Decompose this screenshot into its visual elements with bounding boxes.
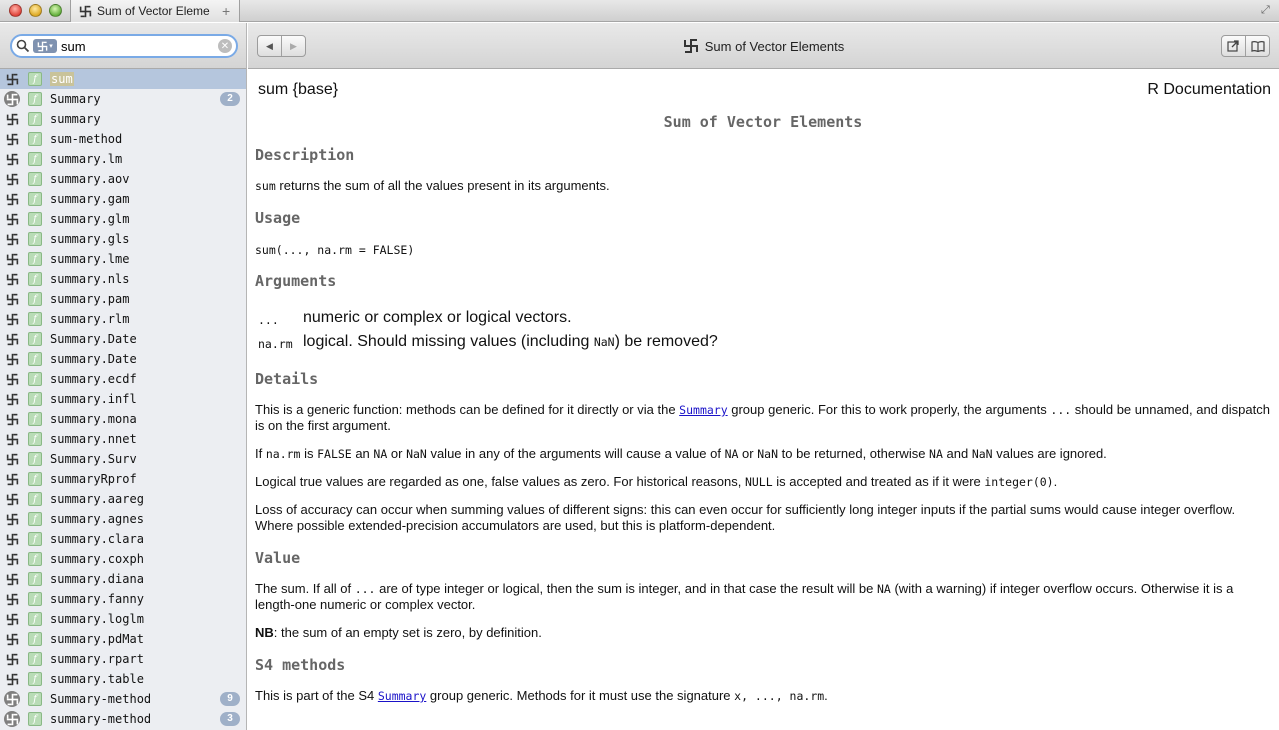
function-icon: f [28,472,42,486]
result-count-badge: 2 [220,92,240,106]
clear-search-icon[interactable]: ✕ [218,39,232,53]
search-scope-dropdown[interactable] [33,39,57,53]
minimize-window-button[interactable] [29,4,42,17]
function-icon: f [28,672,42,686]
result-label: summary.lme [50,252,130,266]
value-paragraph: The sum. If all of ... are of type integer or logical, then the sum is integer, and in that case the result will be NA (with a warning) if integer overflow occurs. Otherwise it is a length-one numeric or complex vector. [255,581,1234,612]
result-label: summary.clara [50,532,144,546]
result-label: summaryRprof [50,472,137,486]
r-package-icon [4,171,20,187]
result-label: summary.nls [50,272,130,286]
doc-topic: sum {base} [258,81,339,98]
result-label: summary.infl [50,392,137,406]
r-package-icon [4,491,20,507]
function-icon: f [28,592,42,606]
r-package-icon [4,331,20,347]
fullscreen-icon[interactable]: ⤢ [1261,4,1270,16]
result-label: Summary [50,92,101,106]
result-label: summary [50,112,101,126]
function-icon: f [28,692,42,706]
function-icon: f [28,632,42,646]
function-icon: f [28,532,42,546]
close-window-button[interactable] [9,4,22,17]
function-icon: f [28,452,42,466]
result-label: summary.agnes [50,512,144,526]
result-label: summary.coxph [50,552,144,566]
function-icon: f [28,172,42,186]
result-label: summary.gam [50,192,130,206]
r-package-icon [4,151,20,167]
search-input[interactable] [61,39,211,54]
doc-header [255,81,1271,99]
result-label: summary.aareg [50,492,144,506]
r-package-icon [4,711,20,727]
search-bar [0,23,246,69]
r-package-icon [4,531,20,547]
back-arrow-icon: ◀ [266,40,273,51]
r-package-icon [4,671,20,687]
summary-link[interactable]: Summary [377,689,427,703]
function-icon: f [28,312,42,326]
function-icon: f [28,392,42,406]
result-label: summary.fanny [50,592,144,606]
result-label: Summary.Date [50,332,137,346]
r-package-icon [4,651,20,667]
r-package-icon [4,691,20,707]
title-bar [0,0,1279,22]
function-icon: f [28,492,42,506]
s4-methods-heading: S4 methods [255,656,346,674]
sidebar [0,23,247,730]
bookmark-button[interactable] [1245,36,1269,56]
result-item[interactable] [0,609,246,629]
details-paragraph: If na.rm is FALSE an NA or NaN value in any of the arguments will cause a value of NA or NaN to be returned, otherwise NA and NaN values are ignored. [255,446,1107,461]
result-count-badge: 9 [220,692,240,706]
r-package-icon [4,351,20,367]
result-item[interactable] [0,709,246,729]
result-item[interactable] [0,469,246,489]
summary-link[interactable]: Summary [679,403,728,417]
result-item[interactable] [0,129,246,149]
document-title-text: Sum of Vector Elements [704,38,845,54]
r-package-icon [4,571,20,587]
result-item[interactable] [0,389,246,409]
chevron-down-icon: ▾ [49,43,53,50]
result-item[interactable] [0,509,246,529]
s4-paragraph: This is part of the S4 Summary group generic. Methods for it must use the signature x, ..., na.rm. [255,688,828,703]
details-paragraph: Loss of accuracy can occur when summing values of different signs: this can even occur for sufficiently long integer inputs if the partial sums would cause integer overflow. Where possible extended-precision accumulators are used, but this is platform-dependent. [255,502,1236,533]
result-item[interactable] [0,489,246,509]
usage-code: sum(..., na.rm = FALSE) [255,243,415,257]
r-package-icon [4,431,20,447]
result-item[interactable] [0,309,246,329]
details-paragraph: Logical true values are regarded as one, false values as zero. For historical reasons, NULL is accepted and treated as if it were integer(0). [255,474,1058,489]
function-icon: f [28,612,42,626]
description-heading: Description [255,146,355,164]
result-label: summary.Date [50,352,137,366]
result-item[interactable] [0,269,246,289]
result-label: Summary-method [50,692,152,706]
forward-arrow-icon: ▶ [290,40,297,51]
description-text: sum returns the sum of all the values present in its arguments. [255,178,610,193]
document-title [248,38,1279,54]
r-package-icon [4,131,20,147]
result-item[interactable] [0,409,246,429]
function-icon: f [28,652,42,666]
r-package-icon [4,251,20,267]
result-item[interactable] [0,89,246,109]
toolbar-actions [1221,35,1270,57]
argument-row: ... numeric or complex or logical vectors. [258,309,572,327]
r-package-icon [79,5,92,18]
result-item[interactable] [0,209,246,229]
function-icon: f [28,292,42,306]
new-tab-button[interactable]: + [222,3,231,19]
result-label: Summary.Surv [50,452,137,466]
result-item[interactable] [0,229,246,249]
function-icon: f [28,72,42,86]
result-item[interactable] [0,629,246,649]
doc-source: R Documentation [1147,81,1271,98]
function-icon: f [28,152,42,166]
result-label: summary.gls [50,232,130,246]
value-note: NB: the sum of an empty set is zero, by definition. [255,625,542,640]
function-icon: f [28,372,42,386]
result-item[interactable] [0,349,246,369]
result-item[interactable] [0,329,246,349]
r-package-icon [683,38,699,54]
book-icon [1251,40,1265,52]
result-item[interactable] [0,689,246,709]
tab-current[interactable] [70,0,240,22]
function-icon: f [28,432,42,446]
r-package-icon [37,41,48,52]
result-item[interactable] [0,669,246,689]
value-heading: Value [255,549,301,567]
search-icon [16,39,30,53]
usage-heading: Usage [255,209,301,227]
r-package-icon [4,631,20,647]
function-icon: f [28,712,42,726]
r-package-icon [4,451,20,467]
result-item[interactable] [0,549,246,569]
r-package-icon [4,311,20,327]
main-pane [248,23,1279,730]
result-label: summary.lm [50,152,123,166]
result-label: summary.glm [50,212,130,226]
open-in-browser-button[interactable] [1222,36,1245,56]
details-heading: Details [255,370,319,388]
r-package-icon [4,611,20,627]
function-icon: f [28,192,42,206]
tab-title: Sum of Vector Eleme [97,4,210,18]
r-package-icon [4,111,20,127]
zoom-window-button[interactable] [49,4,62,17]
results-list [0,69,246,729]
r-package-icon [4,71,20,87]
result-item[interactable] [0,569,246,589]
result-item[interactable] [0,189,246,209]
function-icon: f [28,272,42,286]
r-package-icon [4,371,20,387]
documentation-content [248,70,1279,730]
result-label: sum [51,72,73,86]
result-label: summary.rlm [50,312,130,326]
result-item[interactable] [0,149,246,169]
function-icon: f [28,252,42,266]
result-label: summary-method [50,712,152,726]
search-field[interactable] [10,34,238,58]
result-item[interactable] [0,449,246,469]
arguments-table [255,307,718,355]
r-package-icon [4,511,20,527]
doc-title: Sum of Vector Elements [663,113,863,131]
result-item[interactable] [0,69,246,89]
result-item[interactable] [0,529,246,549]
result-item[interactable] [0,429,246,449]
result-item[interactable] [0,289,246,309]
r-package-icon [4,91,20,107]
result-label: summary.aov [50,172,130,186]
r-package-icon [4,411,20,427]
argument-row: na.rm logical. Should missing values (including NaN) be removed? [258,333,718,351]
r-package-icon [4,471,20,487]
toolbar [248,23,1279,69]
r-package-icon [4,291,20,307]
result-count-badge: 3 [220,712,240,726]
r-package-icon [4,211,20,227]
r-package-icon [4,551,20,567]
result-label: summary.mona [50,412,137,426]
result-label: summary.nnet [50,432,137,446]
result-label: summary.table [50,672,144,686]
function-icon: f [28,92,42,106]
result-label: summary.diana [50,572,144,586]
function-icon: f [28,232,42,246]
function-icon: f [28,552,42,566]
result-item[interactable] [0,109,246,129]
result-item[interactable] [0,369,246,389]
function-icon: f [28,212,42,226]
result-label: summary.pdMat [50,632,144,646]
result-label: summary.rpart [50,652,144,666]
function-icon: f [28,132,42,146]
result-item[interactable] [0,249,246,269]
r-package-icon [4,231,20,247]
r-package-icon [4,391,20,407]
result-label: summary.loglm [50,612,144,626]
result-label: summary.pam [50,292,130,306]
open-external-icon [1227,40,1240,52]
function-icon: f [28,572,42,586]
r-package-icon [4,191,20,207]
r-package-icon [4,271,20,287]
result-label: sum-method [50,132,123,146]
function-icon: f [28,112,42,126]
result-item[interactable] [0,169,246,189]
arguments-heading: Arguments [255,272,337,290]
function-icon: f [28,332,42,346]
function-icon: f [28,412,42,426]
function-icon: f [28,352,42,366]
result-label: summary.ecdf [50,372,137,386]
function-icon: f [28,512,42,526]
details-paragraph: This is a generic function: methods can be defined for it directly or via the Summary group generic. For this to work properly, the arguments ... should be unnamed, and dispatch is on the first argument. [255,402,1270,433]
result-item[interactable] [0,649,246,669]
r-package-icon [4,591,20,607]
result-item[interactable] [0,589,246,609]
